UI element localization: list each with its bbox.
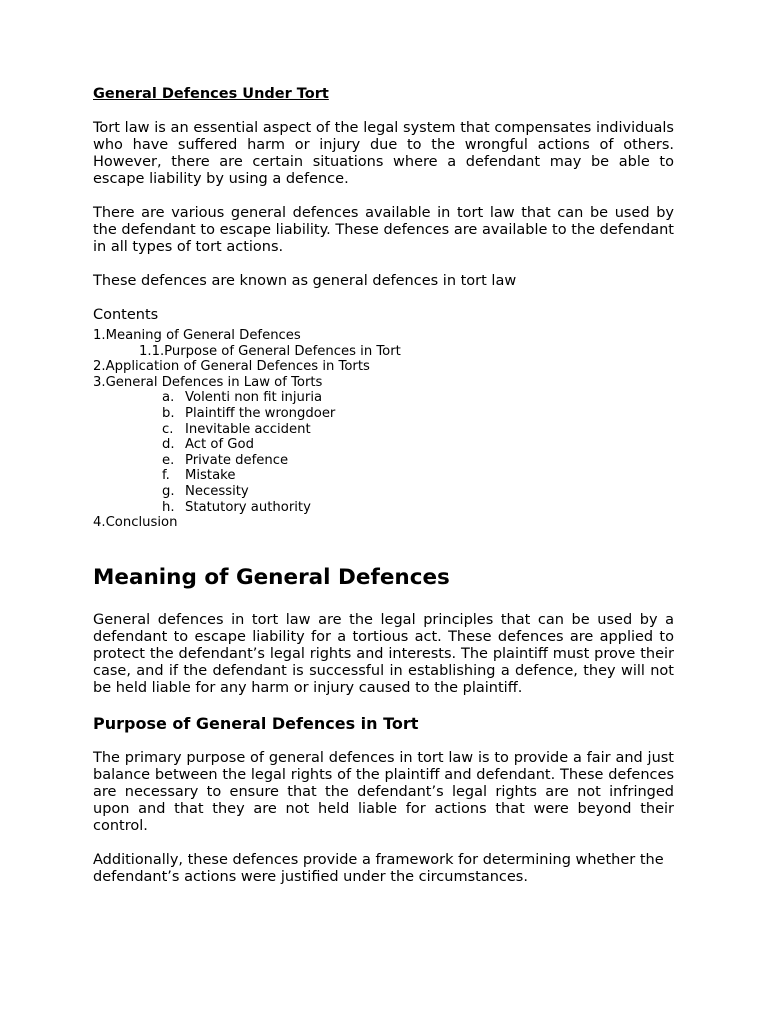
- intro-paragraph-2: There are various general defences available in tort law that can be used by the defendant to escape liability. These defences are available to the defendant in all types of tort actions.: [93, 205, 674, 255]
- section-purpose-paragraph-1: The primary purpose of general defences in tort law is to provide a fair and just balance between the legal rights of the plaintiff and defendant. These defences are necessary to ensure that the defendant’s legal rights are not infringed upon and that they are not held liable for actions that were beyond their control.: [93, 749, 674, 834]
- toc-sub-item[interactable]: [93, 468, 674, 484]
- toc-sub-letter: g.: [162, 483, 175, 499]
- toc-sub-letter: h.: [162, 499, 175, 515]
- toc-sub-letter: c.: [162, 421, 174, 437]
- toc-sub-letter: b.: [162, 405, 175, 421]
- toc-sub-letter: f.: [162, 468, 170, 484]
- intro-paragraph-1: Tort law is an essential aspect of the legal system that compensates individuals who have suffered harm or injury due to the wrongful actions of others. However, there are certain situations where a defendant may be able to escape liability by using a defence.: [93, 120, 674, 187]
- toc-sub-text: Statutory authority: [185, 499, 311, 515]
- toc-sub-text: Plaintiff the wrongdoer: [185, 405, 336, 421]
- toc-sub-text: Private defence: [185, 452, 289, 468]
- toc-item-conclusion[interactable]: 4.Conclusion: [93, 515, 178, 531]
- toc-sub-item[interactable]: [93, 406, 674, 422]
- toc-sub-item[interactable]: [93, 484, 674, 500]
- toc-item-general-defences[interactable]: 3.General Defences in Law of Torts: [93, 374, 323, 390]
- toc-sub-letter: e.: [162, 452, 175, 468]
- toc-sub-text: Inevitable accident: [185, 421, 311, 437]
- toc-sub-text: Mistake: [185, 468, 236, 484]
- table-of-contents: [93, 328, 674, 531]
- toc-sub-item[interactable]: [93, 500, 674, 516]
- section-meaning-paragraph: General defences in tort law are the legal principles that can be used by a defendant to escape liability for a tortious act. These defences are applied to protect the defendant’s legal rights and interests. The plaintiff must prove their case, and if the defendant is successful in establishing a defence, they will not be held liable for any harm or injury caused to the plaintiff.: [93, 611, 674, 696]
- toc-sub-text: Necessity: [185, 483, 249, 499]
- toc-sub-list: [93, 390, 674, 515]
- document-page: [93, 86, 674, 903]
- toc-sub-letter: a.: [162, 390, 175, 406]
- toc-item-purpose[interactable]: 1.1.Purpose of General Defences in Tort: [139, 343, 401, 359]
- toc-item-application[interactable]: 2.Application of General Defences in Torts: [93, 359, 370, 375]
- section-heading-purpose: Purpose of General Defences in Tort: [93, 713, 419, 733]
- toc-sub-item[interactable]: [93, 453, 674, 469]
- toc-sub-letter: d.: [162, 437, 175, 453]
- section-purpose-paragraph-2: Additionally, these defences provide a framework for determining whether the defendant’s actions were justified under the circumstances.: [93, 851, 664, 885]
- toc-sub-text: Act of God: [185, 437, 254, 453]
- toc-sub-text: Volenti non fit injuria: [185, 390, 323, 406]
- toc-sub-item[interactable]: [93, 437, 674, 453]
- section-heading-meaning: Meaning of General Defences: [93, 564, 450, 590]
- document-title: General Defences Under Tort: [93, 86, 329, 102]
- contents-heading: Contents: [93, 307, 159, 323]
- toc-item-meaning[interactable]: 1.Meaning of General Defences: [93, 328, 301, 343]
- toc-sub-item[interactable]: [93, 422, 674, 438]
- intro-paragraph-3: These defences are known as general defences in tort law: [93, 273, 517, 289]
- toc-sub-list-wrapper: [93, 390, 674, 515]
- toc-sub-item[interactable]: [93, 390, 674, 406]
